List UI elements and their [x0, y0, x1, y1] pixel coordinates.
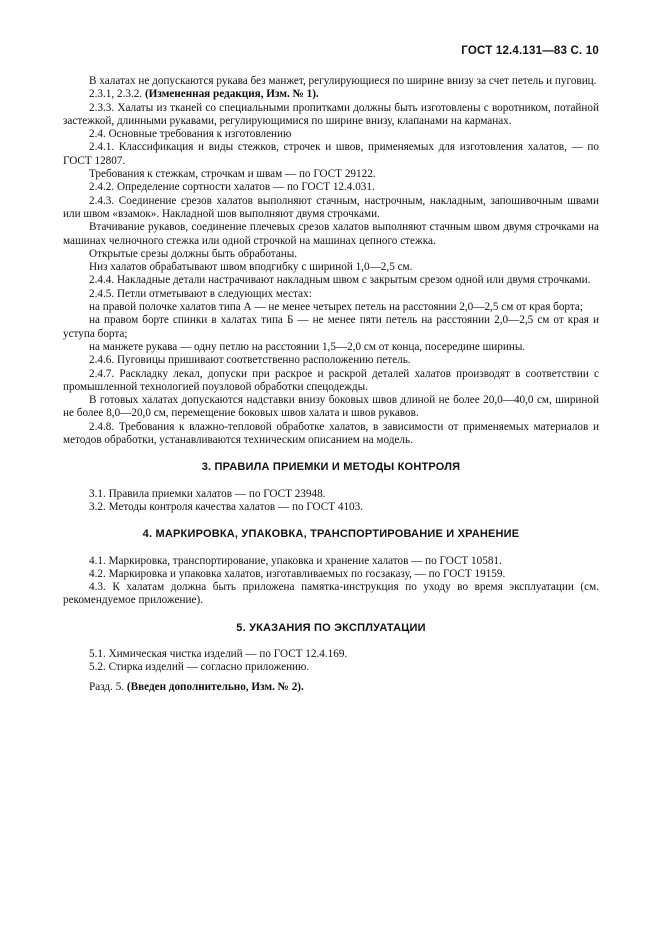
- amendment-bold: (Измененная редакция, Изм. № 1).: [144, 88, 319, 101]
- paragraph: 3.1. Правила приемки халатов — по ГОСТ 23948.: [89, 487, 326, 500]
- paragraph: 5.2. Стирка изделий — согласно приложению.: [89, 661, 310, 674]
- paragraph: Втачивание рукавов, соединение плечевых срезов халатов выполняют стачным швом двумя строчками на машинах челночного стежка или одной строчкой на машинах цепного стежка.: [63, 221, 599, 247]
- paragraph: 2.4.5. Петли отметывают в следующих местах:: [89, 287, 312, 300]
- paragraph: на правом борте спинки в халатах типа Б — не менее пяти петель на расстоянии 2,0—2,5 см от края и уступа борта;: [63, 314, 599, 340]
- paragraph: 2.4.6. Пуговицы пришивают соответственно расположению петель.: [89, 354, 411, 367]
- paragraph: Требования к стежкам, строчкам и швам — по ГОСТ 29122.: [89, 168, 376, 181]
- section-title-4: 4. МАРКИРОВКА, УПАКОВКА, ТРАНСПОРТИРОВАНИЕ И ХРАНЕНИЕ: [142, 528, 520, 541]
- paragraph: 2.4.3. Соединение срезов халатов выполняют стачным, настрочным, накладным, запошивочным швами или швом «взамок». Накладной шов выполняют двумя строчками.: [63, 194, 599, 220]
- amendment-note: [63, 88, 599, 101]
- paragraph: Низ халатов обрабатывают швом вподгибку с шириной 1,0—2,5 см.: [89, 261, 413, 274]
- paragraph: на правой полочке халатов типа А — не менее четырех петель на расстоянии 2,0—2,5 см от края борта;: [89, 301, 583, 314]
- paragraph: 4.3. К халатам должна быть приложена памятка-инструкция по уходу во время эксплуатации (см. рекомендуемое приложение).: [63, 581, 599, 607]
- paragraph: 2.4.2. Определение сортности халатов — по ГОСТ 12.4.031.: [89, 181, 375, 194]
- amendment-note: [63, 681, 599, 694]
- paragraph: Открытые срезы должны быть обработаны.: [89, 247, 298, 260]
- paragraph: 2.4.1. Классификация и виды стежков, строчек и швов, применяемых для изготовления халатов, — по ГОСТ 12807.: [63, 141, 599, 167]
- paragraph: 2.4.8. Требования к влажно-тепловой обработке халатов, в зависимости от применяемых материалов и методов обработки, устанавливаются техническим описанием на модель.: [63, 420, 599, 447]
- document-body: [63, 75, 599, 694]
- section-title-3: 3. ПРАВИЛА ПРИЕМКИ И МЕТОДЫ КОНТРОЛЯ: [201, 461, 461, 474]
- paragraph: В халатах не допускаются рукава без манжет, регулирующиеся по ширине внизу за счет петель и пуговиц.: [89, 75, 597, 87]
- amendment-prefix: 2.3.1, 2.3.2.: [89, 88, 145, 101]
- paragraph: 5.1. Химическая чистка изделий — по ГОСТ 12.4.169.: [89, 647, 348, 660]
- paragraph: 3.2. Методы контроля качества халатов — по ГОСТ 4103.: [89, 500, 364, 513]
- page-header: ГОСТ 12.4.131—83 С. 10: [461, 45, 599, 57]
- paragraph: 4.2. Маркировка и упаковка халатов, изготавливаемых по госзаказу, — по ГОСТ 19159.: [89, 567, 506, 580]
- amendment-prefix: Разд. 5.: [89, 680, 127, 693]
- paragraph: на манжете рукава — одну петлю на расстоянии 1,5—2,0 см от конца, посередине ширины.: [89, 340, 526, 353]
- paragraph: 2.4.4. Накладные детали настрачивают накладным швом с закрытым срезом одной или двумя строчками.: [89, 274, 591, 287]
- paragraph: 2.4. Основные требования к изготовлению: [89, 128, 292, 141]
- paragraph: 2.4.7. Раскладку лекал, допуски при раскрое и раскрой деталей халатов производят в соответствии с промышленной технологией поузловой обработки спецодежды.: [63, 367, 599, 393]
- amendment-bold: (Введен дополнительно, Изм. № 2).: [126, 680, 304, 693]
- section-title-5: 5. УКАЗАНИЯ ПО ЭКСПЛУАТАЦИИ: [236, 621, 426, 634]
- paragraph: 2.3.3. Халаты из тканей со специальными пропитками должны быть изготовлены с воротником, потайной застежкой, длинными рукавами, регулирующимися по ширине внизу, клапанами на карманах.: [63, 101, 599, 127]
- paragraph: В готовых халатах допускаются надставки внизу боковых швов длиной не более 20,0—40,0 см, шириной не более 8,0—20,0 см, перемещение боковых швов халата и швов рукавов.: [63, 394, 599, 420]
- paragraph: 4.1. Маркировка, транспортирование, упаковка и хранение халатов — по ГОСТ 10581.: [89, 554, 502, 567]
